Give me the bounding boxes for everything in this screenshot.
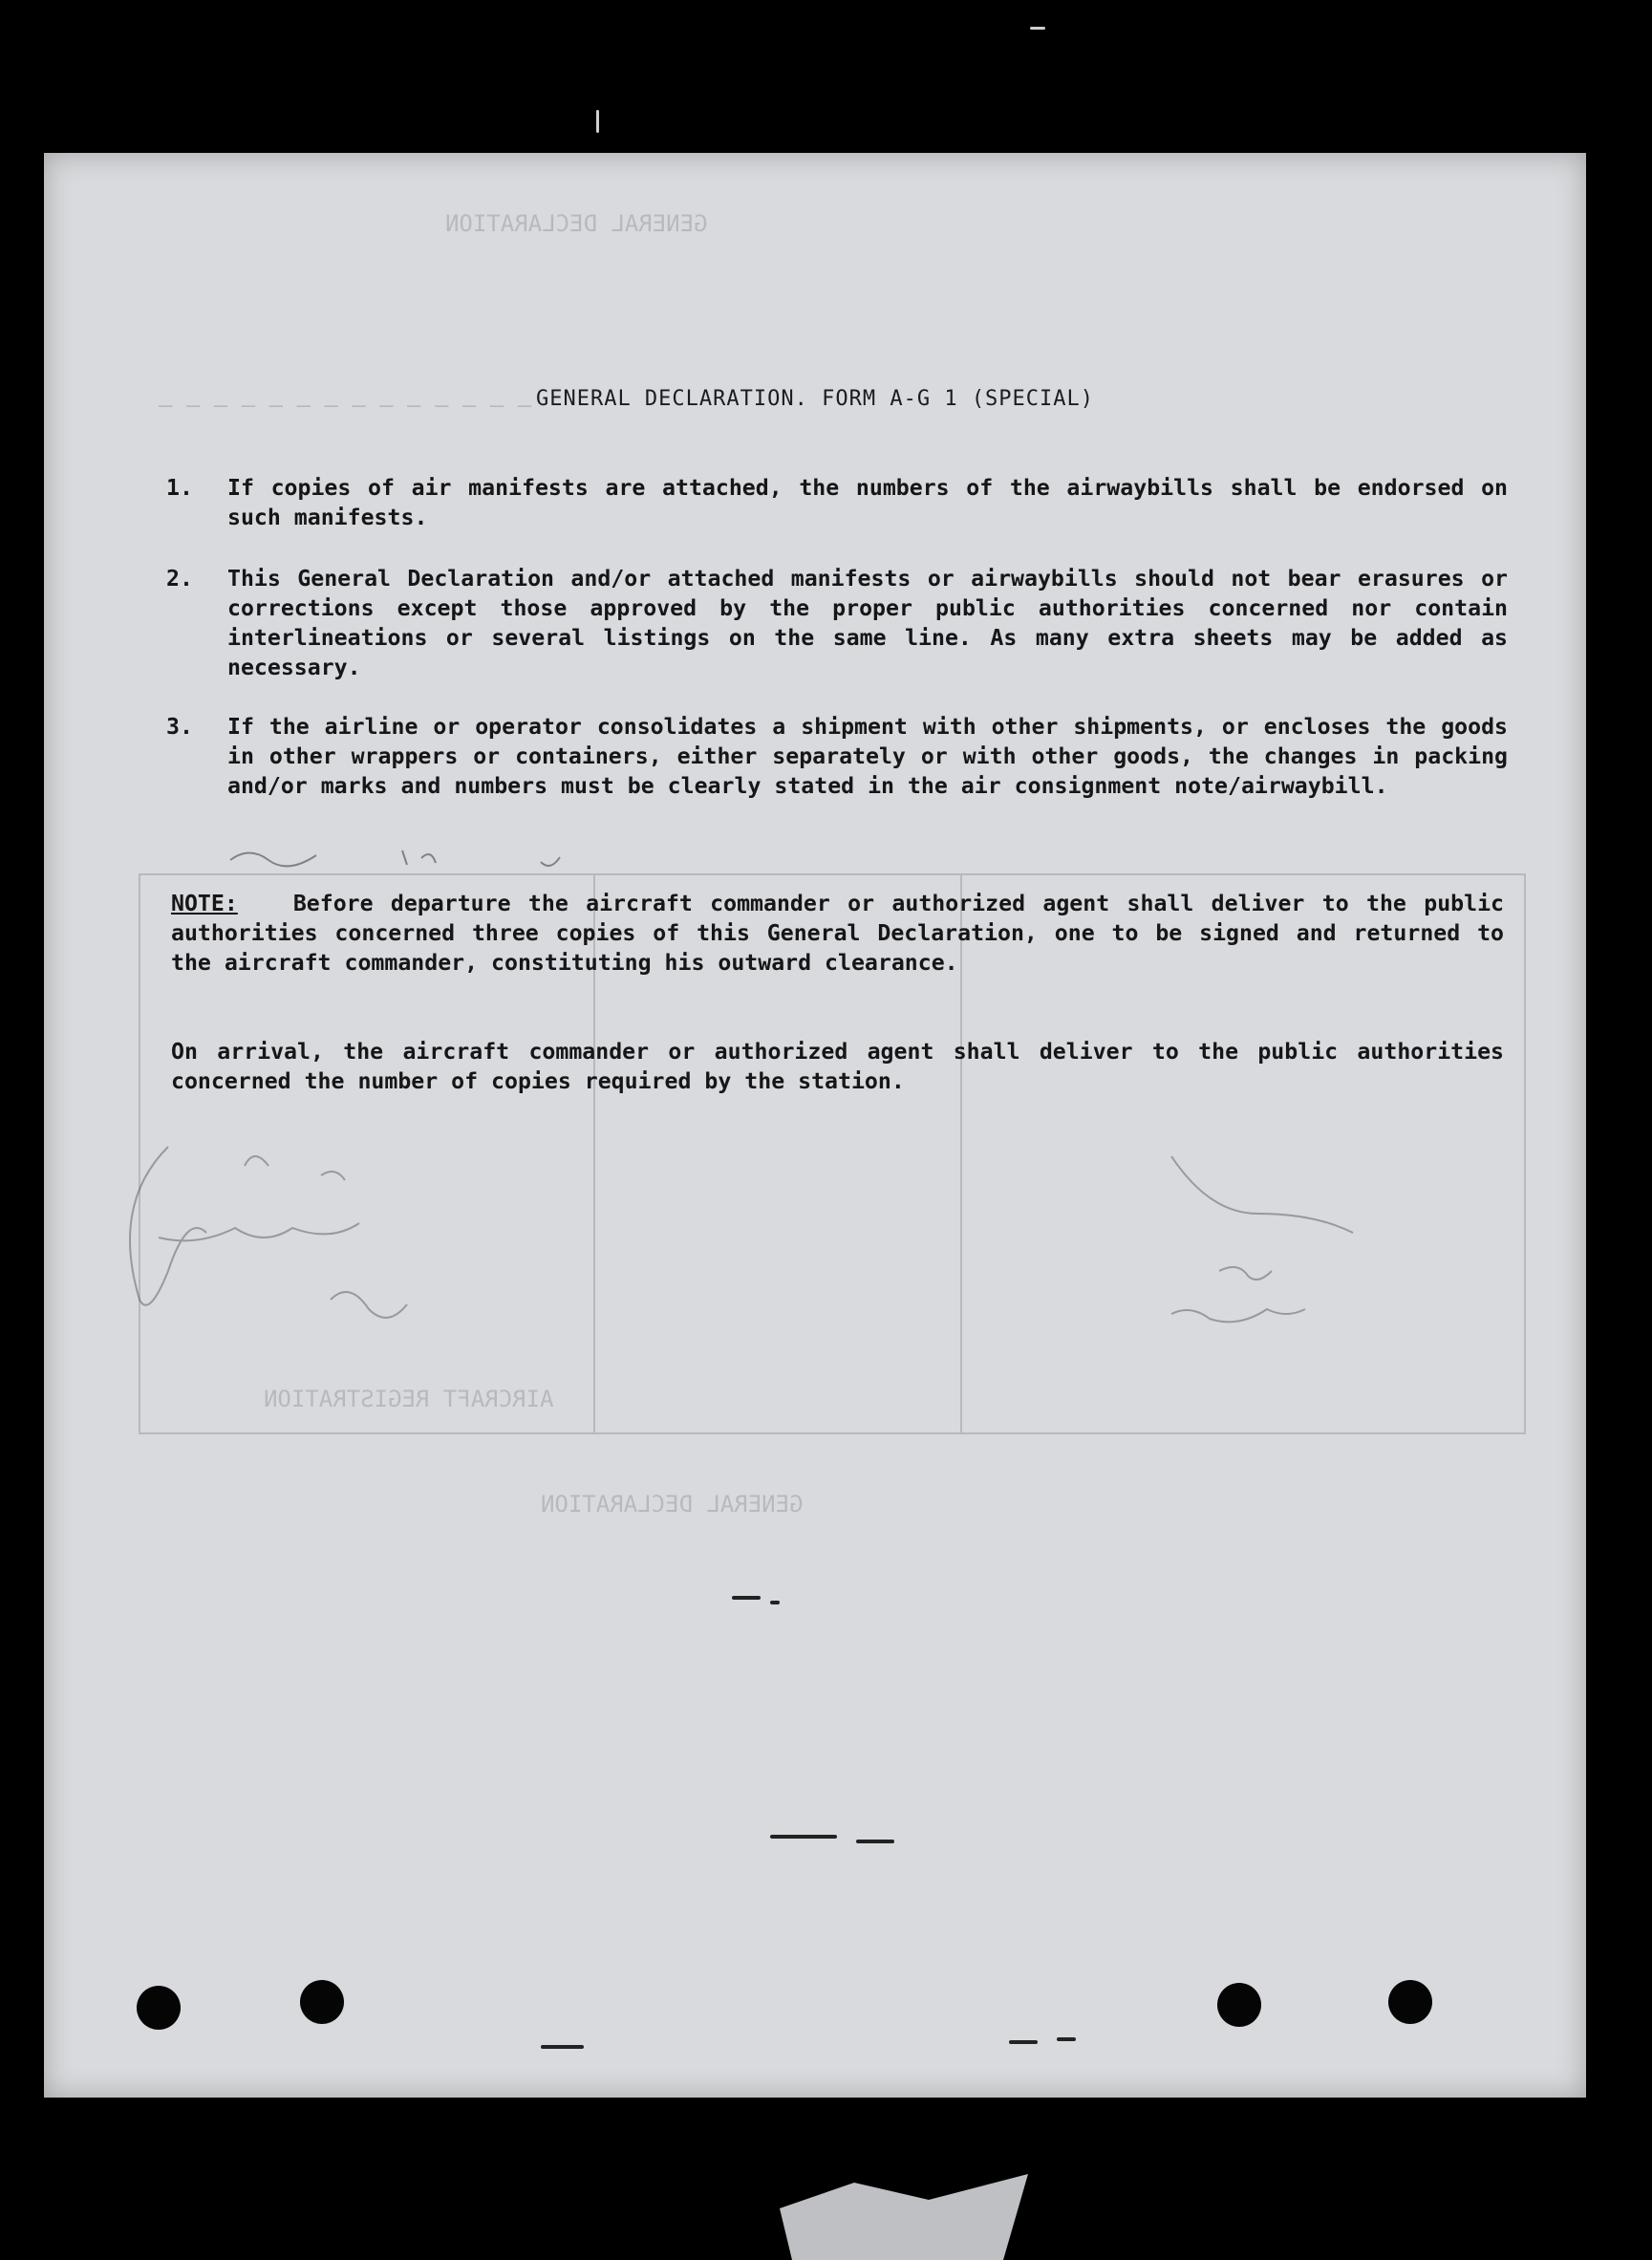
- handwritten-signature: [44, 153, 1586, 2098]
- item-number: 1.: [166, 475, 193, 501]
- item-text: If copies of air manifests are attached, the numbers of the airwaybills shall be endorsed on such manifests.: [227, 475, 1508, 530]
- scan-mark: [1030, 27, 1045, 30]
- ink-speck: [770, 1835, 837, 1839]
- ink-speck: [1009, 2040, 1038, 2044]
- ink-speck: [856, 1840, 894, 1843]
- punch-hole: [300, 1980, 344, 2024]
- bleed-through-text: GENERAL DECLARATION: [541, 1491, 804, 1517]
- punch-hole: [1388, 1980, 1432, 2024]
- item-number: 2.: [166, 566, 193, 592]
- item-number: 3.: [166, 714, 193, 740]
- ink-speck: [732, 1596, 761, 1600]
- scan-mark: [596, 110, 599, 133]
- ink-speck: [541, 2045, 584, 2049]
- bleed-through-text: GENERAL DECLARATION: [445, 210, 708, 237]
- bleed-through-text: — — — — — — — — — — — — — —: [159, 392, 532, 419]
- document-page: [44, 153, 1586, 2098]
- bleed-through-text: AIRCRAFT REGISTRATION: [264, 1386, 554, 1412]
- item-text: If the airline or operator consolidates a shipment with other shipments, or encloses the goods in other wrappers or containers, either separately or with other goods, the changes in packing and/or marks and numbers must be clearly stated in the air consignment note/airwaybill.: [227, 714, 1508, 799]
- torn-edge: [780, 2174, 1028, 2260]
- item-text: This General Declaration and/or attached manifests or airwaybills should not bear erasures or corrections except those approved by the proper public authorities concerned nor contain interlineations or several listings on the same line. As many extra sheets may be added as necessary.: [227, 566, 1508, 680]
- punch-hole: [1217, 1983, 1261, 2027]
- arrival-text: On arrival, the aircraft commander or authorized agent shall deliver to the public authorities concerned the number of copies required by the station.: [171, 1039, 1504, 1094]
- note-text: Before departure the aircraft commander or authorized agent shall deliver to the public authorities concerned three copies of this General Declaration, one to be signed and returned to the aircraft commander, constituting his outward clearance.: [171, 891, 1504, 976]
- punch-hole: [137, 1986, 181, 2030]
- ink-speck: [770, 1601, 780, 1604]
- ink-speck: [1057, 2037, 1076, 2041]
- note-label: NOTE:: [171, 891, 238, 916]
- page-title: GENERAL DECLARATION. FORM A-G 1 (SPECIAL): [535, 387, 1095, 411]
